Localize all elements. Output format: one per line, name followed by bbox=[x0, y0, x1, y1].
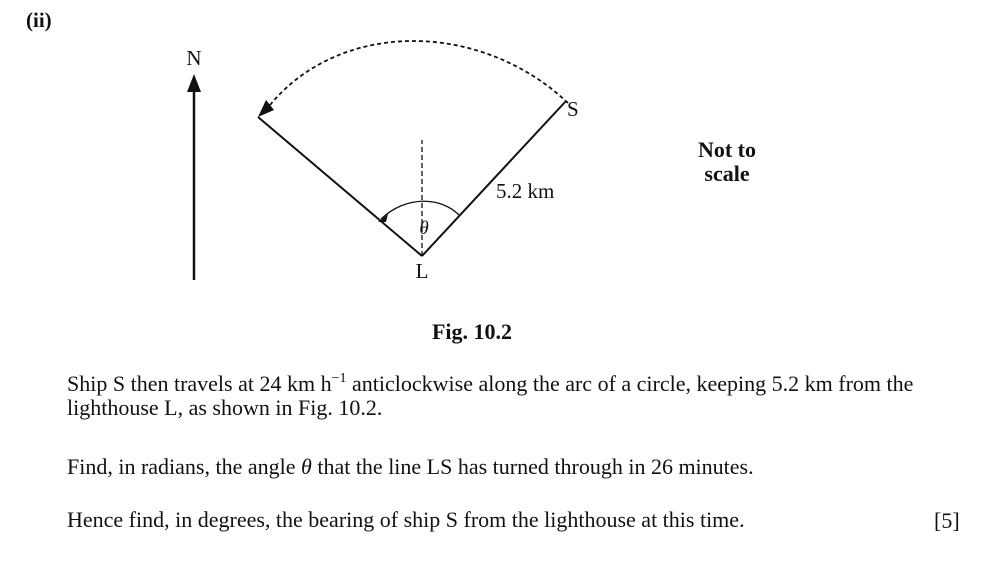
distance-label: 5.2 km bbox=[496, 179, 555, 203]
question-paragraph-3: Hence find, in degrees, the bearing of ship S from the lighthouse at this time. bbox=[67, 507, 745, 532]
angle-theta-label: θ bbox=[419, 218, 429, 239]
paragraph-1-text-a: Ship S then travels at 24 km h bbox=[67, 371, 332, 396]
point-s-label: S bbox=[567, 97, 579, 121]
not-to-scale-line-1: Not to bbox=[697, 137, 757, 162]
angle-arrowhead bbox=[378, 214, 388, 222]
part-label: (ii) bbox=[26, 8, 52, 32]
paragraph-2-text-b: that the line LS has turned through in 26 minutes. bbox=[311, 454, 754, 479]
paragraph-2-theta: θ bbox=[301, 454, 312, 479]
paragraph-1-text-b: anticlockwise along the arc of a circle, keeping 5.2 km from the lighthouse L, as shown in Fig. 10.2. bbox=[67, 371, 914, 420]
line-new-position bbox=[258, 117, 422, 256]
angle-arc bbox=[381, 201, 459, 219]
question-paragraph-2 bbox=[67, 455, 754, 479]
travel-arc bbox=[270, 41, 568, 105]
question-paragraph-1 bbox=[67, 372, 967, 420]
marks-label: [5] bbox=[934, 508, 960, 533]
point-l-label: L bbox=[415, 259, 429, 283]
not-to-scale-note bbox=[670, 138, 784, 186]
north-arrow bbox=[187, 74, 201, 280]
paragraph-1-superscript: −1 bbox=[331, 370, 347, 386]
north-label: N bbox=[186, 46, 202, 70]
not-to-scale-line-2: scale bbox=[704, 161, 750, 186]
figure-caption: Fig. 10.2 bbox=[431, 319, 513, 344]
paragraph-2-text-a: Find, in radians, the angle bbox=[67, 454, 302, 479]
